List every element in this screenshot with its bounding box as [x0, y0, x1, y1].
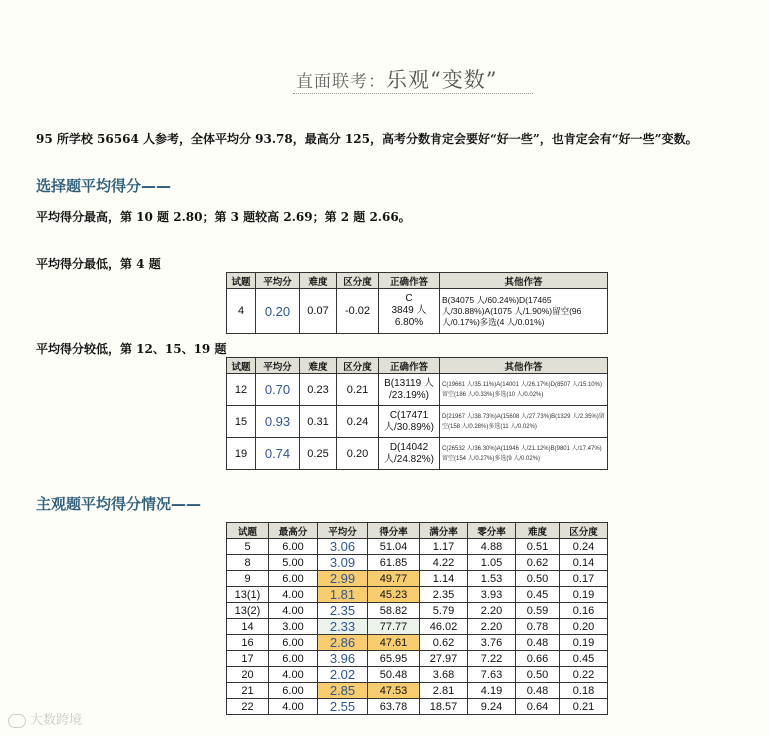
score-rate-cell: 61.85	[368, 555, 420, 571]
difficulty-cell: 0.62	[516, 555, 560, 571]
question-cell: 22	[227, 699, 269, 715]
discrimination-cell: 0.20	[560, 619, 608, 635]
average-cell: 0.74	[256, 438, 300, 470]
header-cell: 满分率	[420, 523, 468, 539]
zero-rate-cell: 4.88	[468, 539, 516, 555]
header-cell: 最高分	[269, 523, 318, 539]
score-rate-cell: 47.53	[368, 683, 420, 699]
question-cell: 19	[227, 438, 256, 470]
table-row	[227, 619, 608, 635]
difficulty-cell: 0.45	[516, 587, 560, 603]
full-mark-rate-cell: 1.17	[420, 539, 468, 555]
other-answers-cell: D(21967 人/38.73%)A(15608 人/27.73%)B(1329 人/2.35%)留空(158 人/0.28%)多选(11 人/0.02%)	[440, 406, 608, 438]
table-row	[227, 699, 608, 715]
header-cell: 区分度	[337, 273, 379, 289]
question-cell: 5	[227, 539, 269, 555]
discrimination-cell: 0.19	[560, 635, 608, 651]
header-cell: 区分度	[560, 523, 608, 539]
discrimination-cell: 0.22	[560, 667, 608, 683]
score-rate-cell: 45.23	[368, 587, 420, 603]
max-score-cell: 5.00	[269, 555, 318, 571]
correct-line: 6.80%	[394, 317, 424, 328]
watermark-logo-icon	[8, 714, 26, 728]
header-cell: 平均分	[318, 523, 368, 539]
score-rate-cell: 65.95	[368, 651, 420, 667]
correct-answer-cell	[379, 438, 440, 470]
question-cell: 16	[227, 635, 269, 651]
score-rate-cell: 77.77	[368, 619, 420, 635]
score-rate-cell: 58.82	[368, 603, 420, 619]
zero-rate-cell: 3.76	[468, 635, 516, 651]
discrimination-cell: 0.21	[560, 699, 608, 715]
difficulty-cell: 0.07	[300, 289, 337, 334]
zero-rate-cell: 4.19	[468, 683, 516, 699]
header-cell: 得分率	[368, 523, 420, 539]
header-cell: 正确作答	[379, 358, 440, 374]
intro-paragraph: 95 所学校 56564 人参考，全体平均分 93.78，最高分 125，高考分数肯定会要好“好一些”，也肯定会有“好一些”变数。	[36, 132, 698, 146]
watermark-text: 大数跨境	[30, 713, 83, 728]
header-cell: 零分率	[468, 523, 516, 539]
average-cell: 3.96	[318, 651, 368, 667]
mc-lower-table	[226, 357, 608, 470]
correct-line: C	[405, 293, 413, 304]
full-mark-rate-cell: 2.35	[420, 587, 468, 603]
correct-answer-cell	[379, 406, 440, 438]
difficulty-cell: 0.66	[516, 651, 560, 667]
table-row	[227, 438, 608, 470]
table-row	[227, 587, 608, 603]
header-cell: 试题	[227, 358, 256, 374]
title-underline	[293, 93, 533, 94]
full-mark-rate-cell: 2.81	[420, 683, 468, 699]
max-score-cell: 6.00	[269, 651, 318, 667]
header-cell: 试题	[227, 273, 256, 289]
score-rate-cell: 47.61	[368, 635, 420, 651]
mc-section-heading: 选择题平均得分——	[36, 177, 172, 195]
header-cell: 区分度	[337, 358, 379, 374]
score-rate-cell: 49.77	[368, 571, 420, 587]
max-score-cell: 6.00	[269, 635, 318, 651]
full-mark-rate-cell: 3.68	[420, 667, 468, 683]
full-mark-rate-cell: 1.14	[420, 571, 468, 587]
max-score-cell: 4.00	[269, 603, 318, 619]
average-cell: 3.09	[318, 555, 368, 571]
header-cell: 其他作答	[440, 358, 608, 374]
discrimination-cell: 0.19	[560, 587, 608, 603]
subj-header-row	[227, 523, 608, 539]
mc-lowest-label: 平均得分最低，第 4 题	[36, 257, 161, 271]
zero-rate-cell: 9.24	[468, 699, 516, 715]
table-row	[227, 539, 608, 555]
difficulty-cell: 0.50	[516, 667, 560, 683]
full-mark-rate-cell: 18.57	[420, 699, 468, 715]
page-title-main: 乐观“变数”	[386, 68, 498, 92]
subj-section-heading: 主观题平均得分情况——	[36, 495, 202, 513]
full-mark-rate-cell: 0.62	[420, 635, 468, 651]
watermark	[8, 709, 82, 728]
table-row	[227, 406, 608, 438]
zero-rate-cell: 2.20	[468, 619, 516, 635]
difficulty-cell: 0.59	[516, 603, 560, 619]
header-cell: 试题	[227, 523, 269, 539]
difficulty-cell: 0.48	[516, 635, 560, 651]
full-mark-rate-cell: 5.79	[420, 603, 468, 619]
question-cell: 21	[227, 683, 269, 699]
correct-line: /23.19%)	[388, 389, 430, 401]
correct-line: 人/30.89%)	[383, 421, 435, 433]
header-cell: 难度	[516, 523, 560, 539]
question-cell: 20	[227, 667, 269, 683]
discrimination-cell: 0.24	[560, 539, 608, 555]
zero-rate-cell: 1.53	[468, 571, 516, 587]
correct-answer-cell	[379, 374, 440, 406]
table-row	[227, 683, 608, 699]
table-row	[227, 555, 608, 571]
average-cell: 2.99	[318, 571, 368, 587]
max-score-cell: 6.00	[269, 571, 318, 587]
discrimination-cell: 0.21	[337, 374, 379, 406]
question-cell: 17	[227, 651, 269, 667]
max-score-cell: 4.00	[269, 667, 318, 683]
table-row	[227, 571, 608, 587]
max-score-cell: 6.00	[269, 539, 318, 555]
discrimination-cell: 0.17	[560, 571, 608, 587]
max-score-cell: 3.00	[269, 619, 318, 635]
correct-answer-cell	[379, 289, 440, 334]
average-cell: 2.85	[318, 683, 368, 699]
mc-lower-label: 平均得分较低，第 12、15、19 题	[36, 342, 227, 356]
full-mark-rate-cell: 46.02	[420, 619, 468, 635]
correct-line: 3849 人	[391, 305, 427, 316]
zero-rate-cell: 1.05	[468, 555, 516, 571]
difficulty-cell: 0.51	[516, 539, 560, 555]
zero-rate-cell: 7.63	[468, 667, 516, 683]
discrimination-cell: -0.02	[337, 289, 379, 334]
correct-line: B(13119 人	[384, 377, 434, 389]
discrimination-cell: 0.45	[560, 651, 608, 667]
average-cell: 0.70	[256, 374, 300, 406]
zero-rate-cell: 3.93	[468, 587, 516, 603]
header-cell: 平均分	[256, 273, 300, 289]
full-mark-rate-cell: 4.22	[420, 555, 468, 571]
question-cell: 13(2)	[227, 603, 269, 619]
discrimination-cell: 0.24	[337, 406, 379, 438]
score-rate-cell: 51.04	[368, 539, 420, 555]
mc-highest-line: 平均得分最高，第 10 题 2.80；第 3 题较高 2.69；第 2 题 2.66。	[36, 210, 411, 224]
other-answers-cell: C(26532 人/36.30%)A(11946 人/21.12%)B(9801 人/17.47%)留空(154 人/0.27%)多选(9 人/0.02%)	[440, 438, 608, 470]
question-cell: 9	[227, 571, 269, 587]
average-cell: 1.81	[318, 587, 368, 603]
max-score-cell: 4.00	[269, 587, 318, 603]
difficulty-cell: 0.31	[300, 406, 337, 438]
average-cell: 2.35	[318, 603, 368, 619]
average-cell: 0.20	[256, 289, 300, 334]
page-title	[296, 64, 497, 94]
difficulty-cell: 0.78	[516, 619, 560, 635]
score-rate-cell: 50.48	[368, 667, 420, 683]
header-cell: 难度	[300, 273, 337, 289]
difficulty-cell: 0.48	[516, 683, 560, 699]
question-cell: 12	[227, 374, 256, 406]
table-row	[227, 374, 608, 406]
zero-rate-cell: 7.22	[468, 651, 516, 667]
table-row	[227, 603, 608, 619]
correct-line: 人/24.82%)	[383, 453, 435, 465]
other-answers-cell: B(34075 人/60.24%)D(17465 人/30.88%)A(1075 人/1.90%)留空(96 人/0.17%)多选(4 人/0.01%)	[440, 289, 608, 334]
zero-rate-cell: 2.20	[468, 603, 516, 619]
difficulty-cell: 0.64	[516, 699, 560, 715]
average-cell: 2.02	[318, 667, 368, 683]
mc-lowest-header-row	[227, 273, 608, 289]
page-title-prefix: 直面联考：	[296, 72, 386, 92]
average-cell: 2.55	[318, 699, 368, 715]
full-mark-rate-cell: 27.97	[420, 651, 468, 667]
table-row	[227, 635, 608, 651]
mc-lower-header-row	[227, 358, 608, 374]
question-cell: 14	[227, 619, 269, 635]
average-cell: 0.93	[256, 406, 300, 438]
subjective-table	[226, 522, 608, 715]
header-cell: 难度	[300, 358, 337, 374]
other-answers-cell: C(19661 人/35.11%)A(14001 人/26.17%)D(8507 人/15.10%)留空(186 人/0.33%)多选(10 人/0.02%)	[440, 374, 608, 406]
question-cell: 13(1)	[227, 587, 269, 603]
header-cell: 正确作答	[379, 273, 440, 289]
average-cell: 3.06	[318, 539, 368, 555]
question-cell: 8	[227, 555, 269, 571]
average-cell: 2.33	[318, 619, 368, 635]
correct-line: C(17471	[389, 409, 429, 421]
question-cell: 15	[227, 406, 256, 438]
header-cell: 平均分	[256, 358, 300, 374]
table-row	[227, 667, 608, 683]
table-row	[227, 289, 608, 334]
max-score-cell: 6.00	[269, 683, 318, 699]
header-cell: 其他作答	[440, 273, 608, 289]
difficulty-cell: 0.23	[300, 374, 337, 406]
discrimination-cell: 0.18	[560, 683, 608, 699]
mc-lowest-table	[226, 272, 608, 334]
max-score-cell: 4.00	[269, 699, 318, 715]
question-cell: 4	[227, 289, 256, 334]
discrimination-cell: 0.20	[337, 438, 379, 470]
correct-line: D(14042	[389, 441, 429, 453]
score-rate-cell: 63.78	[368, 699, 420, 715]
table-row	[227, 651, 608, 667]
difficulty-cell: 0.50	[516, 571, 560, 587]
difficulty-cell: 0.25	[300, 438, 337, 470]
discrimination-cell: 0.14	[560, 555, 608, 571]
average-cell: 2.86	[318, 635, 368, 651]
discrimination-cell: 0.16	[560, 603, 608, 619]
